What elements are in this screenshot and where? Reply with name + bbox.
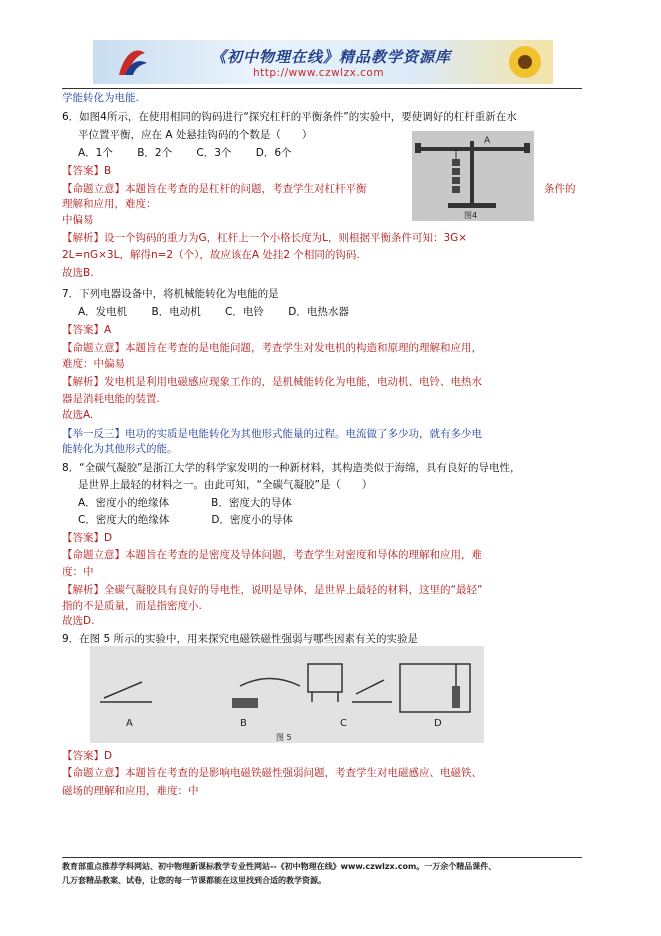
question-6-stem: 6．如图4所示，在使用相同的钩码进行“探究杠杆的平衡条件”的实验中，要使调好的杠杆重新在水 bbox=[62, 111, 517, 123]
question-7-answer: 【答案】A bbox=[62, 324, 112, 336]
text-line: 学能转化为电能. bbox=[62, 92, 139, 104]
fig5-label-a: A bbox=[126, 718, 133, 729]
fig5-label-b: B bbox=[240, 718, 247, 729]
question-9-intent-cont: 磁场的理解和应用，难度：中 bbox=[62, 785, 199, 797]
sunflower-icon bbox=[503, 42, 547, 82]
footer-divider bbox=[62, 857, 582, 858]
question-7-analysis: 【解析】发电机是利用电磁感应现象工作的，是机械能转化为电能，电动机、电铃、电热水 bbox=[62, 376, 482, 388]
fig5-caption: 图 5 bbox=[276, 733, 292, 742]
header-divider bbox=[62, 88, 582, 89]
question-9-stem: 9．在图 5 所示的实验中，用来探究电磁铁磁性强弱与哪些因素有关的实验是 bbox=[62, 633, 419, 645]
figure-4-lever bbox=[412, 131, 534, 221]
question-7-options: A．发电机 B．电动机 C．电铃 D．电热水器 bbox=[78, 306, 349, 318]
question-7-intent: 【命题立意】本题旨在考查的是电能问题，考查学生对发电机的构造和原理的理解和应用， bbox=[62, 342, 482, 354]
question-6-difficulty: 中偏易 bbox=[62, 214, 94, 226]
question-6-selection: 故选B. bbox=[62, 267, 94, 279]
question-6-intent-tail: 条件的 bbox=[544, 183, 576, 195]
question-6-analysis-cont: 2L=nG×3L，解得n=2（个），故应该在A 处挂2 个相同的钩码. bbox=[62, 249, 360, 261]
site-logo-icon bbox=[115, 45, 149, 79]
question-9-answer: 【答案】D bbox=[62, 750, 113, 762]
fig4-caption: 图4 bbox=[464, 211, 478, 220]
question-8-options-1: A．密度小的绝缘体 B．密度大的导体 bbox=[78, 497, 292, 509]
question-9-intent: 【命题立意】本题旨在考查的是影响电磁铁磁性强弱问题，考查学生对电磁感应、电磁铁、 bbox=[62, 767, 482, 779]
fig5-label-d: D bbox=[434, 718, 442, 729]
question-7-intent-cont: 难度：中偏易 bbox=[62, 358, 125, 370]
header-banner bbox=[93, 40, 553, 84]
question-7-analysis-cont: 器是消耗电能的装置. bbox=[62, 393, 160, 405]
question-7-selection: 故选A. bbox=[62, 409, 94, 421]
question-6-analysis: 【解析】设一个钩码的重力为G，杠杆上一个小格长度为L，则根据平衡条件可知：3G× bbox=[62, 232, 468, 244]
question-7-extension-cont: 能转化为其他形式的能。 bbox=[62, 443, 178, 455]
question-8-analysis-cont: 指的不是质量，而是指密度小. bbox=[62, 600, 202, 612]
footer-line-2: 几万套精品教案、试卷，让您的每一节课都能在这里找到合适的教学资源。 bbox=[62, 876, 326, 885]
fig5-label-c: C bbox=[340, 718, 347, 729]
question-6-answer: 【答案】B bbox=[62, 165, 112, 177]
question-6-stem-cont: 平位置平衡，应在 A 处悬挂钩码的个数是（ ） bbox=[78, 129, 313, 141]
question-8-intent: 【命题立意】本题旨在考查的是密度及导体问题，考查学生对密度和导体的理解和应用，难 bbox=[62, 549, 482, 561]
question-8-options-2: C．密度大的绝缘体 D．密度小的导体 bbox=[78, 514, 293, 526]
question-8-answer: 【答案】D bbox=[62, 532, 113, 544]
banner-url[interactable]: http://www.czwlzx.com bbox=[253, 67, 385, 79]
question-8-intent-cont: 度：中 bbox=[62, 566, 94, 578]
question-8-stem-cont: 是世界上最轻的材料之一。由此可知，“全碳气凝胶”是（ ） bbox=[78, 479, 373, 491]
footer-line-1: 教育部重点推荐学科网站、初中物理新课标教学专业性网站--《初中物理在线》www.czwlzx.com。一万余个精品课件、 bbox=[62, 862, 497, 871]
experiments-diagram-icon bbox=[90, 646, 484, 743]
question-8-selection: 故选D. bbox=[62, 615, 95, 627]
question-6-intent-cont: 理解和应用，难度： bbox=[62, 198, 157, 210]
fig4-point-a: A bbox=[484, 136, 491, 146]
lever-diagram-icon bbox=[412, 131, 534, 221]
question-6-intent: 【命题立意】本题旨在考查的是杠杆的问题，考查学生对杠杆平衡 bbox=[62, 183, 367, 195]
banner-title: 《初中物理在线》精品教学资源库 bbox=[211, 48, 452, 66]
question-7-stem: 7．下列电器设备中，将机械能转化为电能的是 bbox=[62, 288, 279, 300]
question-8-stem: 8．“全碳气凝胶”是浙江大学的科学家发明的一种新材料，其构造类似于海绵，具有良好的导电性， bbox=[62, 462, 521, 474]
figure-5-experiments bbox=[90, 646, 484, 743]
question-6-options: A．1个 B．2个 C．3个 D．6个 bbox=[78, 147, 292, 159]
question-7-extension: 【举一反三】电功的实质是电能转化为其他形式能量的过程。电流做了多少功，就有多少电 bbox=[62, 428, 482, 440]
question-8-analysis: 【解析】全碳气凝胶具有良好的导电性，说明是导体，是世界上最轻的材料，这里的“最轻” bbox=[62, 584, 483, 596]
